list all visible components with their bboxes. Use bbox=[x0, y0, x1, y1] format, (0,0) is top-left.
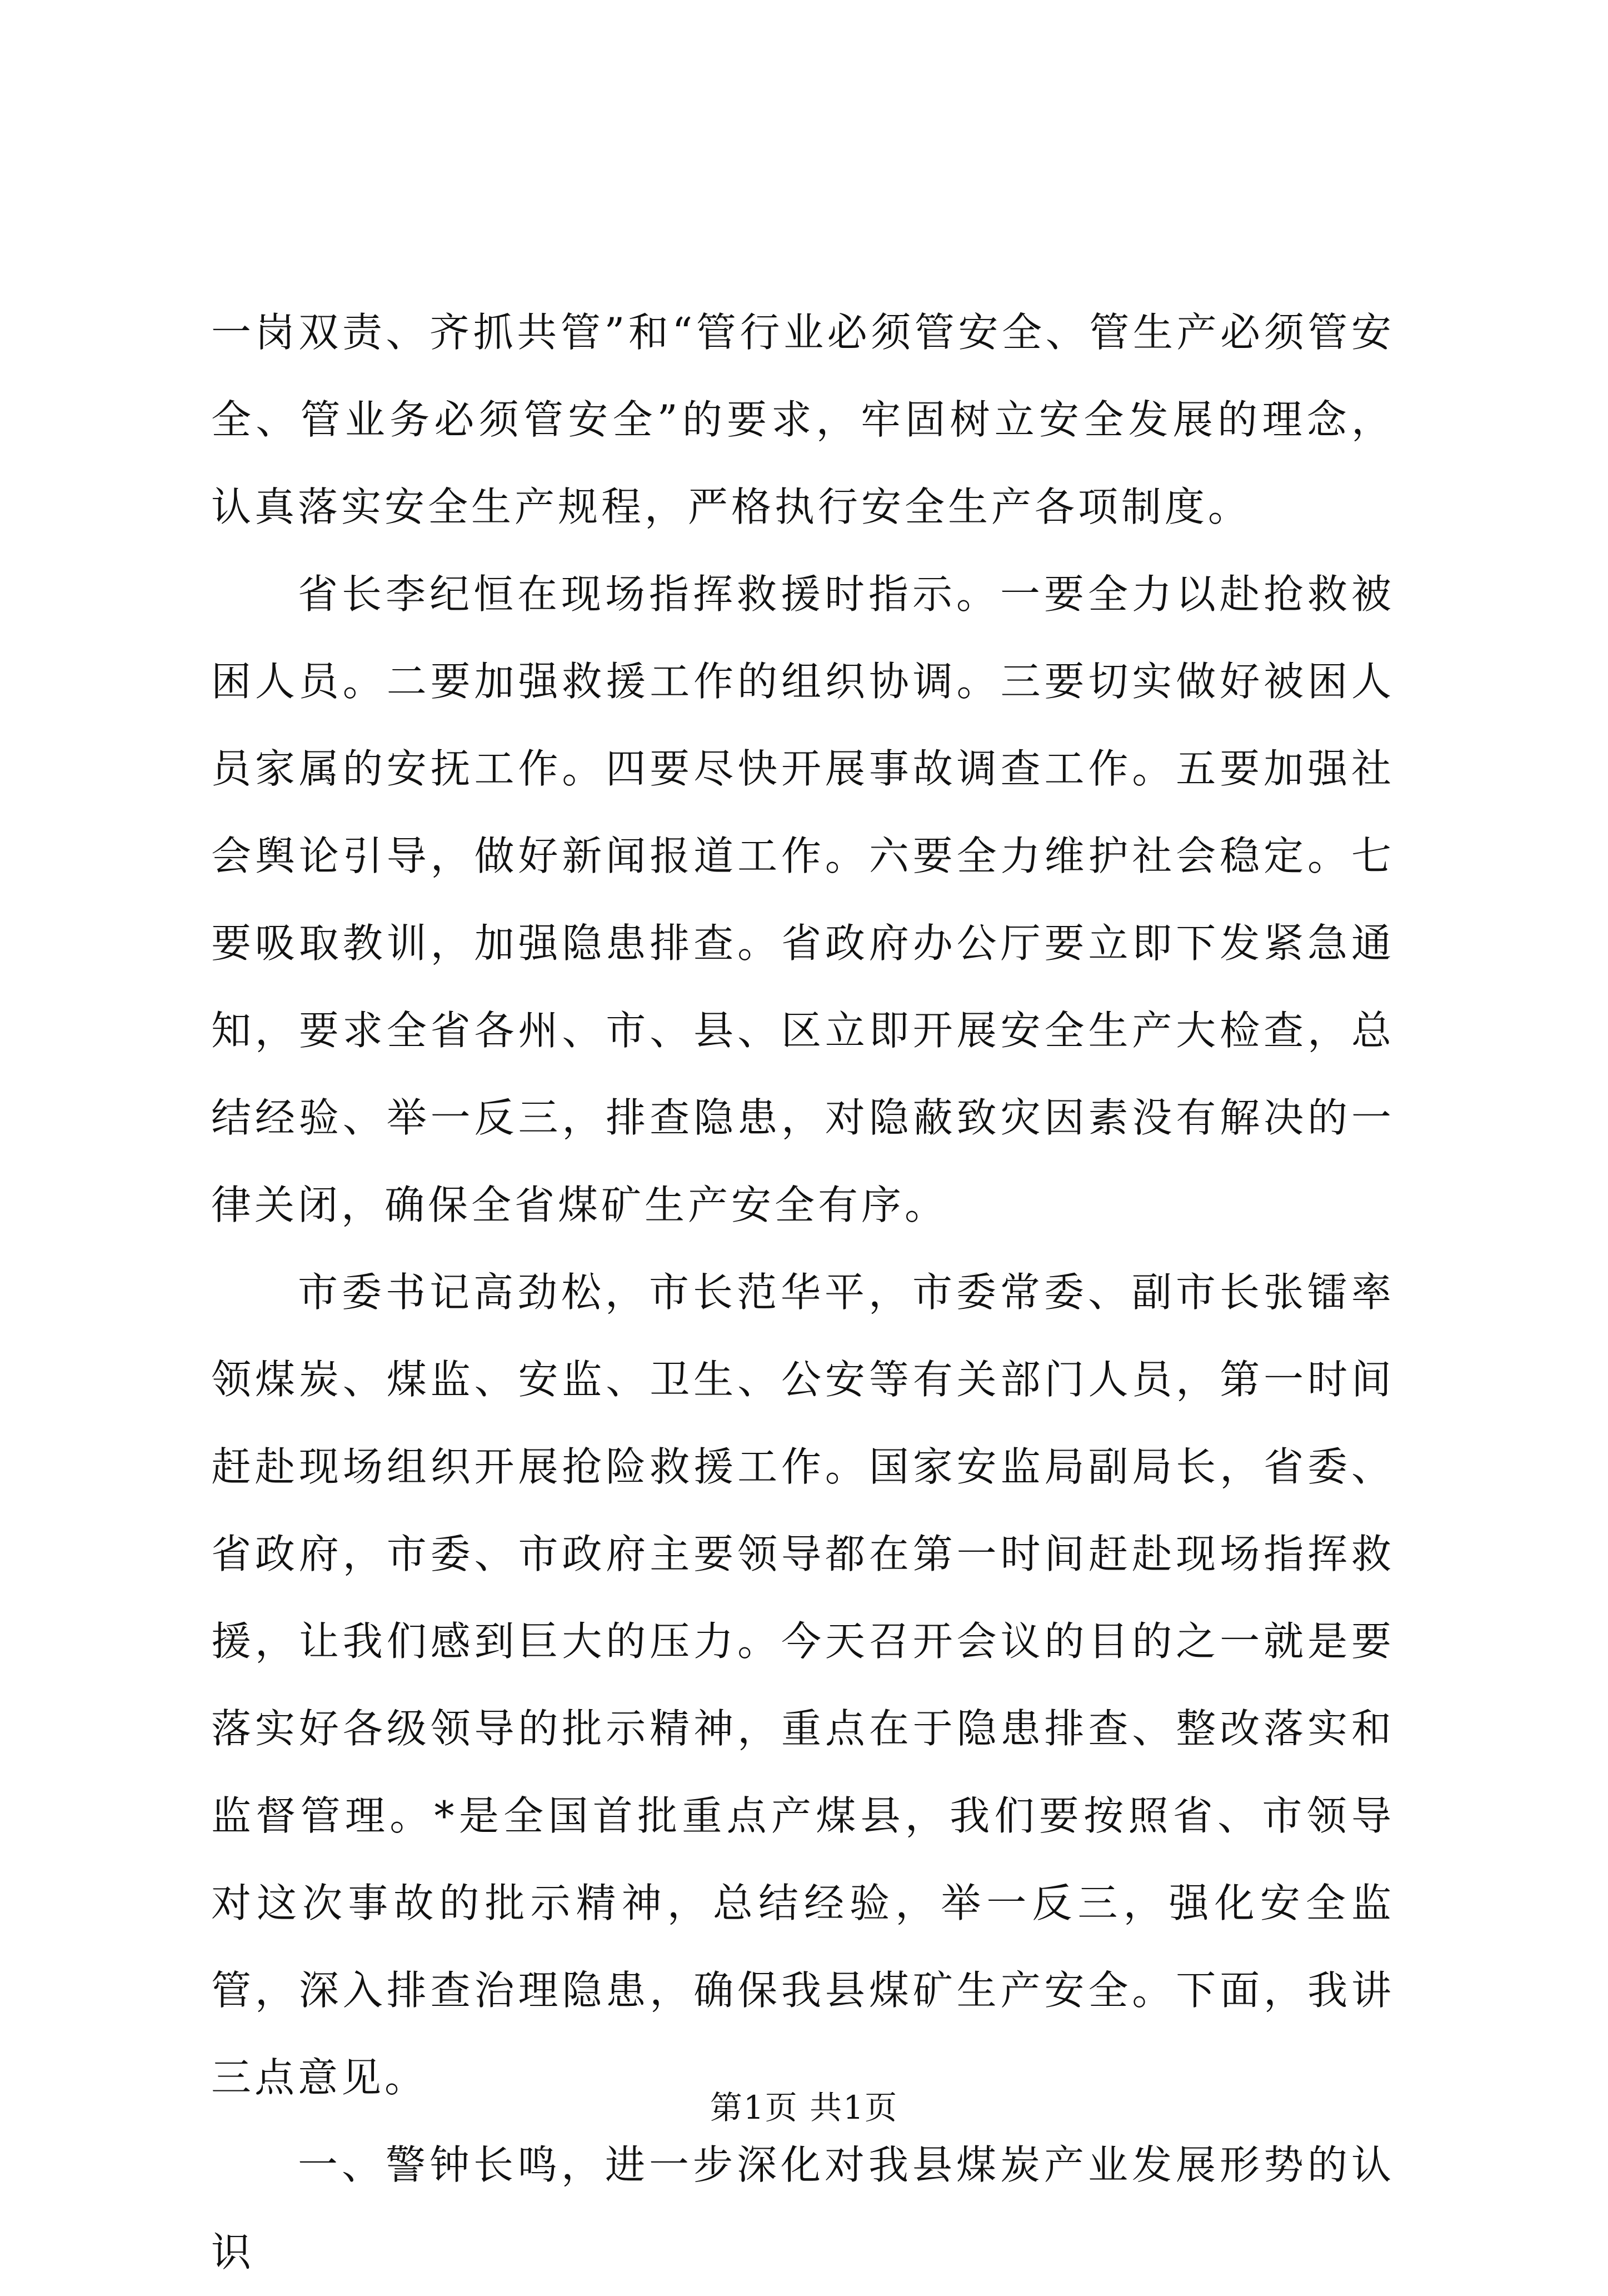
section-heading-one: 一、警钟长鸣，进一步深化对我县煤炭产业发展形势的认识 bbox=[211, 2141, 1395, 2275]
paragraph-continuation: 一岗双责、齐抓共管”和“管行业必须管安全、管生产必须管安全、管业务必须管安全”的要求，牢固树立安全发展的理念，认真落实安全生产规程，严格执行安全生产各项制度。 bbox=[211, 309, 1395, 530]
page-footer: 第1页 共1页 bbox=[710, 2089, 898, 2126]
paragraph-city-leaders: 市委书记高劲松，市长范华平，市委常委、副市长张镭率领煤炭、煤监、安监、卫生、公安等有关部门人员，第一时间赶赴现场组织开展抢险救援工作。国家安监局副局长，省委、省政府，市委、市政府主要领导都在第一时间赶赴现场指挥救援，让我们感到巨大的压力。今天召开会议的目的之一就是要落实好各级领导的批示精神，重点在于隐患排查、整改落实和监督管理。*是全国首批重点产煤县，我们要按照省、市领导对这次事故的批示精神，总结经验，举一反三，强化安全监管，深入排查治理隐患，确保我县煤矿生产安全。下面，我讲三点意见。 bbox=[211, 1269, 1395, 2101]
document-body bbox=[211, 289, 1395, 2296]
paragraph-governor-instructions: 省长李纪恒在现场指挥救援时指示。一要全力以赴抢救被困人员。二要加强救援工作的组织协调。三要切实做好被困人员家属的安抚工作。四要尽快开展事故调查工作。五要加强社会舆论引导，做好新闻报道工作。六要全力维护社会稳定。七要吸取教训，加强隐患排查。省政府办公厅要立即下发紧急通知，要求全省各州、市、县、区立即开展安全生产大检查，总结经验、举一反三，排查隐患，对隐蔽致灾因素没有解决的一律关闭，确保全省煤矿生产安全有序。 bbox=[211, 571, 1395, 1228]
